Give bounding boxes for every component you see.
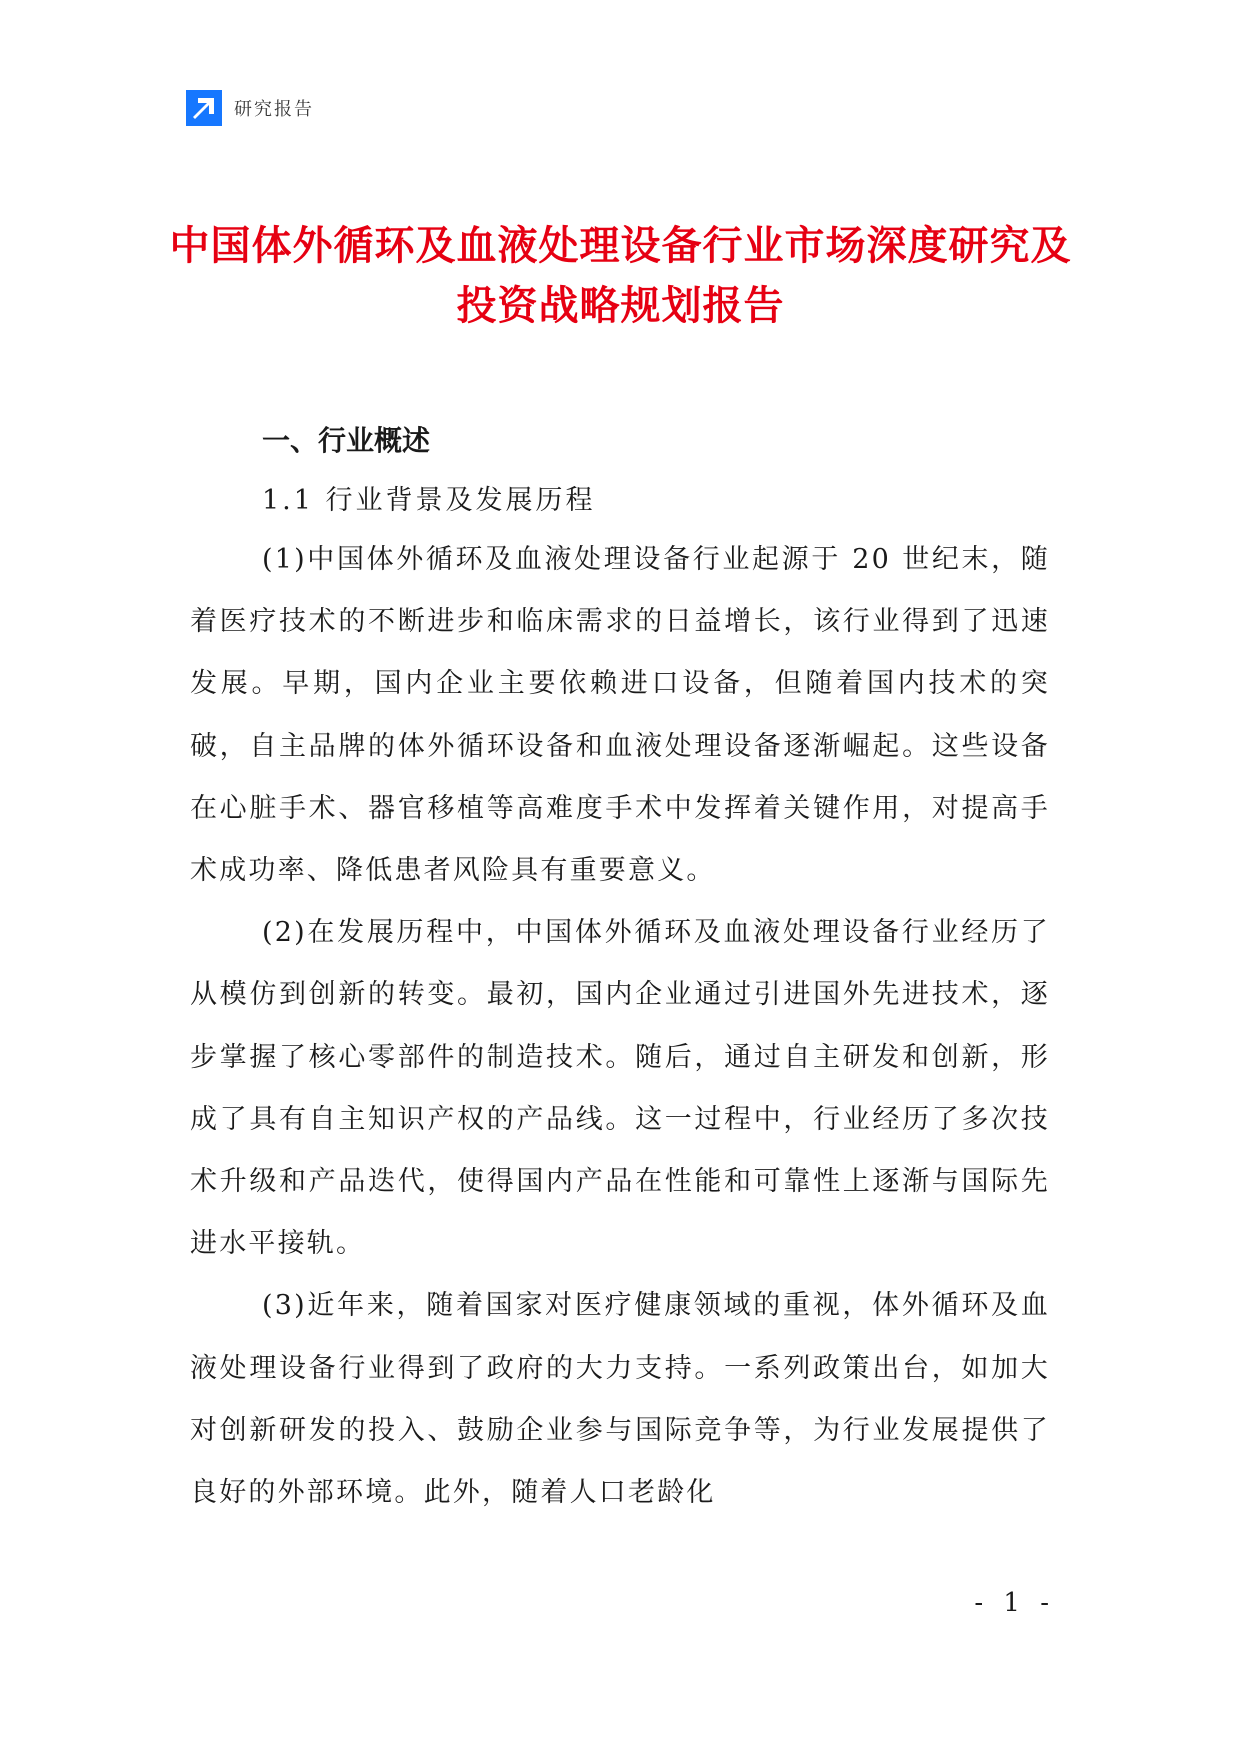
- page-number: - 1 -: [974, 1588, 1055, 1618]
- paragraph-3: (3)近年来，随着国家对医疗健康领域的重视，体外循环及血液处理设备行业得到了政府的大力支持。一系列政策出台，如加大对创新研发的投入、鼓励企业参与国际竞争等，为行业发展提供了良好的外部环境。此外，随着人口老龄化: [190, 1290, 1050, 1509]
- report-body: [190, 413, 1050, 1524]
- section-heading: 一、行业概述: [262, 424, 431, 457]
- subsection-heading: 1.1 行业背景及发展历程: [262, 485, 596, 516]
- report-header: [186, 90, 314, 126]
- paragraph-1: (1)中国体外循环及血液处理设备行业起源于 20 世纪末，随着医疗技术的不断进步和临床需求的日益增长，该行业得到了迅速发展。早期，国内企业主要依赖进口设备，但随着国内技术的突破，自主品牌的体外循环设备和血液处理设备逐渐崛起。这些设备在心脏手术、器官移植等高难度手术中发挥着关键作用，对提高手术成功率、降低患者风险具有重要意义。: [190, 544, 1050, 887]
- report-title: 中国体外循环及血液处理设备行业市场深度研究及投资战略规划报告: [169, 223, 1072, 329]
- arrow-logo-icon: [186, 90, 222, 126]
- paragraph-2: (2)在发展历程中，中国体外循环及血液处理设备行业经历了从模仿到创新的转变。最初，国内企业通过引进国外先进技术，逐步掌握了核心零部件的制造技术。随后，通过自主研发和创新，形成了具有自主知识产权的产品线。这一过程中，行业经历了多次技术升级和产品迭代，使得国内产品在性能和可靠性上逐渐与国际先进水平接轨。: [190, 917, 1050, 1260]
- header-label: 研究报告: [234, 99, 314, 120]
